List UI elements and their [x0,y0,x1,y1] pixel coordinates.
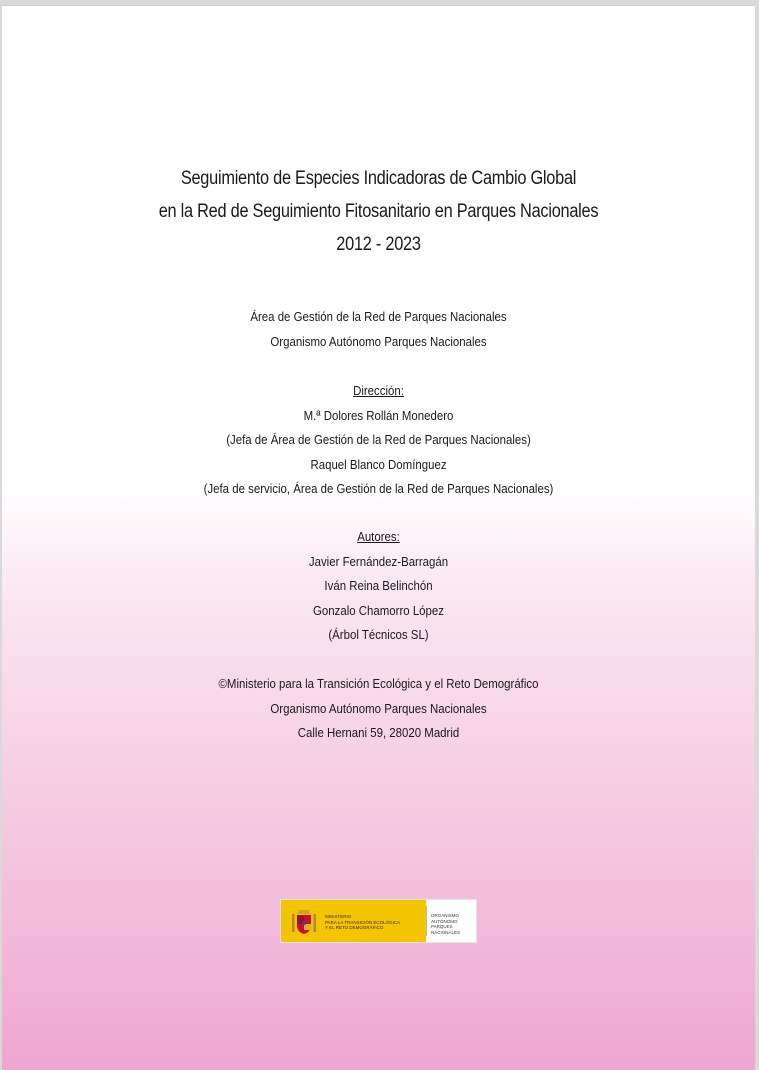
direccion-role-1: (Jefa de Área de Gestión de la Red de Parques Nacionales) [226,432,531,447]
autor-name: Iván Reina Belinchón [324,578,433,593]
logo-divider [426,906,427,936]
title-years: 2012 - 2023 [336,234,421,255]
document-title [55,162,703,261]
ministry-name-line: Y EL RETO DEMOGRÁFICO [325,925,384,930]
oapn-name-line: ORGANISMO [431,913,460,918]
autor-name: Gonzalo Chamorro López [312,602,444,618]
autores-block [47,525,710,648]
ministry-logo-panel [281,900,426,942]
coat-of-arms-icon [289,908,319,936]
ministry-name-line: PARA LA TRANSICIÓN ECOLÓGICA [325,919,401,925]
oapn-name-line: AUTÓNOMO [431,918,458,924]
copyright-line-1: ©Ministerio para la Transición Ecológica y el Reto Demográfico [218,676,539,691]
organization-line-1: Área de Gestión de la Red de Parques Nacionales [250,309,507,324]
ministry-logo [281,900,476,942]
copyright-block [47,672,710,746]
copyright-address: Calle Hernani 59, 28020 Madrid [297,725,460,740]
autor-name: Javier Fernández-Barragán [308,553,449,569]
title-line-2: en la Red de Seguimiento Fitosanitario en Parques Nacionales [158,201,599,222]
oapn-name-line: NACIONALES [431,929,461,935]
oapn-logo-panel [426,900,476,942]
direccion-name-1: M.ª Dolores Rollán Monedero [303,407,454,423]
ministry-name-text [325,914,400,931]
autores-heading: Autores: [357,529,400,544]
organization-block [47,305,710,354]
oapn-name-line: PARQUES [431,924,453,929]
title-line-1: Seguimiento de Especies Indicadoras de Cambio Global [180,168,577,189]
organization-line-2: Organismo Autónomo Parques Nacionales [270,333,487,349]
oapn-name-text [431,913,460,935]
direccion-name-2: Raquel Blanco Domínguez [310,456,447,472]
direccion-block [47,379,710,502]
ministry-name-line: MINISTERIO [325,914,352,919]
direccion-role-2: (Jefa de servicio, Área de Gestión de la Red de Parques Nacionales) [203,481,554,496]
document-page [2,5,755,1070]
direccion-heading: Dirección: [353,383,404,398]
copyright-line-2: Organismo Autónomo Parques Nacionales [270,700,487,716]
autores-company: (Árbol Técnicos SL) [328,627,429,642]
